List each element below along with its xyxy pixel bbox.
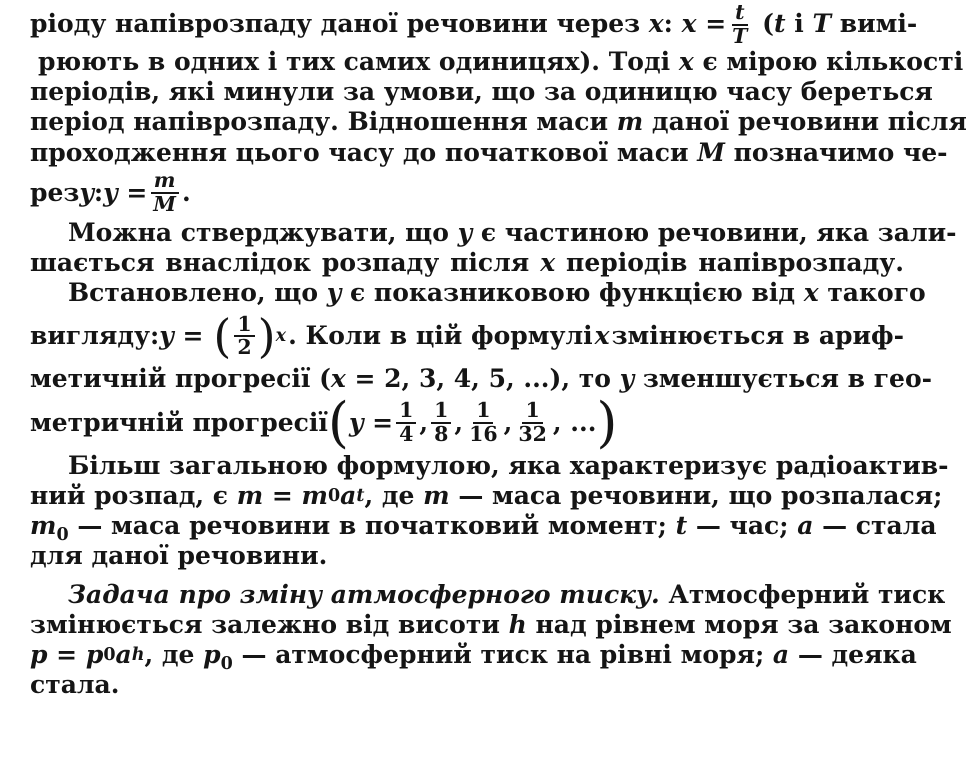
- text-line-7: [30, 217, 957, 248]
- text: рез: [30, 177, 80, 207]
- var-x: x: [678, 47, 694, 77]
- numerator: m: [151, 170, 179, 194]
- var-x: x: [540, 248, 556, 278]
- var-p0: p: [85, 639, 104, 669]
- denominator: 16: [469, 421, 498, 446]
- text: = 2, 3, 4, 5, ...), то: [345, 364, 620, 394]
- denominator: T: [732, 23, 748, 48]
- left-paren: (: [327, 390, 349, 454]
- text-line-10: [30, 308, 904, 364]
- text: шається внаслідок розпаду після: [30, 248, 541, 278]
- var-x: x: [330, 364, 346, 394]
- fraction-t-over-T: [729, 2, 750, 47]
- text: проходження цього часу до початкової маси: [30, 137, 698, 167]
- var-a: a: [772, 639, 790, 669]
- numerator: 1: [473, 400, 493, 424]
- numerator: 1: [431, 400, 451, 424]
- text: і: [785, 9, 813, 39]
- text: є мірою кількості: [693, 47, 964, 77]
- numerator: 1: [522, 400, 542, 424]
- text: періодів, які минули за умови, що за одиницю часу береться: [30, 77, 933, 107]
- formula-decay: m = m 0 a t: [236, 480, 365, 510]
- var-y: y: [326, 278, 342, 308]
- text: метичній прогресії (: [30, 364, 331, 394]
- text-line-6: [30, 168, 904, 218]
- denominator: 32: [518, 421, 547, 446]
- formula-exponential: y = ( $\frac{1}{2}$ ) x: [159, 309, 287, 364]
- text-line-11: [30, 364, 933, 394]
- text: . Коли в цій формулі: [288, 321, 593, 351]
- text: Більш загальною формулою, яка характеризує радіоактив-: [68, 450, 949, 480]
- text: (: [753, 9, 774, 39]
- denominator: 2: [237, 335, 252, 360]
- text: — стала: [813, 511, 937, 541]
- text: , де: [364, 480, 424, 510]
- var-x: x: [803, 278, 819, 308]
- text: змінюється залежно від висоти: [30, 609, 509, 639]
- left-paren: (: [213, 309, 232, 364]
- var-T: T: [812, 9, 832, 39]
- var-M: M: [697, 137, 725, 167]
- numerator: t: [732, 2, 747, 26]
- fraction-one-half: [234, 311, 254, 360]
- text: зменшується в гео-: [634, 364, 933, 394]
- formula-y-def: [103, 170, 182, 215]
- text: Атмосферний тиск: [659, 579, 946, 609]
- text-line-12: [30, 390, 904, 454]
- text: — маса речовини в початковий момент;: [68, 511, 676, 541]
- var-m: m: [616, 107, 644, 137]
- text: над рівнем моря за законом: [526, 609, 952, 639]
- text-line-18: [30, 609, 952, 640]
- text: ріоду напіврозпаду даної речовини через: [30, 9, 649, 39]
- var-p0: p: [203, 639, 221, 669]
- var-m0: m: [30, 511, 57, 541]
- text: .: [182, 177, 191, 207]
- text-line-14: [30, 480, 943, 511]
- text: є показниковою функцією від: [341, 278, 804, 308]
- var-a: a: [797, 511, 814, 541]
- text-line-3: [30, 77, 933, 107]
- text-line-8: [30, 248, 904, 278]
- formula-lhs: m =: [236, 480, 293, 510]
- text: стала.: [30, 670, 120, 700]
- text: вимі-: [831, 9, 918, 39]
- ellipsis: , ...: [552, 407, 597, 437]
- fraction-1-16: [466, 400, 501, 445]
- text-line-16: [30, 541, 904, 571]
- formula-lhs: p =: [30, 639, 78, 669]
- text: — маса речовини, що розпалася;: [449, 480, 943, 510]
- numerator: 1: [234, 314, 254, 338]
- text-line-13: [30, 450, 949, 481]
- var-a: a: [115, 639, 132, 669]
- denominator: 8: [434, 421, 449, 446]
- fraction-1-32: [515, 400, 550, 445]
- text-line-15: [30, 511, 937, 546]
- var-m0: m: [301, 480, 328, 510]
- formula-geometric-sequence: [327, 390, 618, 454]
- text: :: [93, 177, 104, 207]
- text-line-4: [30, 107, 967, 137]
- formula-lhs: y =: [348, 407, 394, 437]
- var-y: y: [619, 364, 635, 394]
- formula-lhs: y =: [159, 321, 204, 351]
- text: є частиною речовини, яка зали-: [472, 217, 957, 247]
- text: рюють в одних і тих самих одиницях). Тоді: [38, 47, 679, 77]
- subscript-0: 0: [220, 654, 233, 675]
- formula-lhs: y =: [103, 177, 148, 207]
- var-x: x: [594, 321, 610, 351]
- formula-pressure: p = p 0 a h: [30, 639, 145, 669]
- text: періодів напіврозпаду.: [555, 248, 904, 278]
- text-line-19: [30, 639, 917, 675]
- formula-lhs: x =: [681, 9, 727, 39]
- text: такого: [818, 278, 926, 308]
- text: , де: [144, 639, 204, 669]
- text: Можна стверджувати, що: [68, 217, 458, 247]
- text-line-17: [30, 579, 946, 610]
- subscript-0: 0: [56, 525, 69, 546]
- comma: ,: [503, 407, 513, 437]
- var-t: t: [675, 511, 688, 541]
- text: — атмосферний тиск на рівні моря;: [232, 639, 773, 669]
- text: вигляду:: [30, 321, 160, 351]
- right-paren: ): [596, 390, 618, 454]
- text-line-20: [30, 670, 904, 700]
- text: для даної речовини.: [30, 541, 328, 571]
- text-line-5: [30, 137, 948, 168]
- var-y: y: [79, 177, 94, 207]
- text-line-1: [30, 0, 918, 48]
- var-h: h: [508, 609, 527, 639]
- text: — час;: [687, 511, 798, 541]
- text-line-2: [30, 47, 964, 77]
- var-t: t: [773, 9, 786, 39]
- var-m: m: [423, 480, 450, 510]
- text-line-9: [30, 278, 926, 308]
- text: — деяка: [789, 639, 917, 669]
- text: даної речовини після: [643, 107, 967, 137]
- text: ний розпад, є: [30, 480, 237, 510]
- denominator: 4: [399, 421, 414, 446]
- var-x: x: [648, 9, 664, 39]
- numerator: 1: [396, 400, 416, 424]
- var-y: y: [457, 217, 473, 247]
- text: період напіврозпаду. Відношення маси: [30, 107, 617, 137]
- formula-x-def: [682, 2, 754, 47]
- text: :: [663, 9, 682, 39]
- text: змінюється в ариф-: [611, 321, 904, 351]
- comma: ,: [419, 407, 429, 437]
- var-a: a: [340, 480, 357, 510]
- denominator: M: [153, 191, 176, 216]
- fraction-1-4: [396, 400, 416, 445]
- comma: ,: [454, 407, 464, 437]
- text: Встановлено, що: [68, 278, 327, 308]
- fraction-1-8: [431, 400, 451, 445]
- fraction-m-over-M: [150, 170, 179, 215]
- text: метричній прогресії: [30, 407, 328, 437]
- section-heading: Задача про зміну атмосферного тиску.: [68, 579, 660, 609]
- right-paren: ): [257, 309, 276, 364]
- text: позначимо че-: [724, 137, 948, 167]
